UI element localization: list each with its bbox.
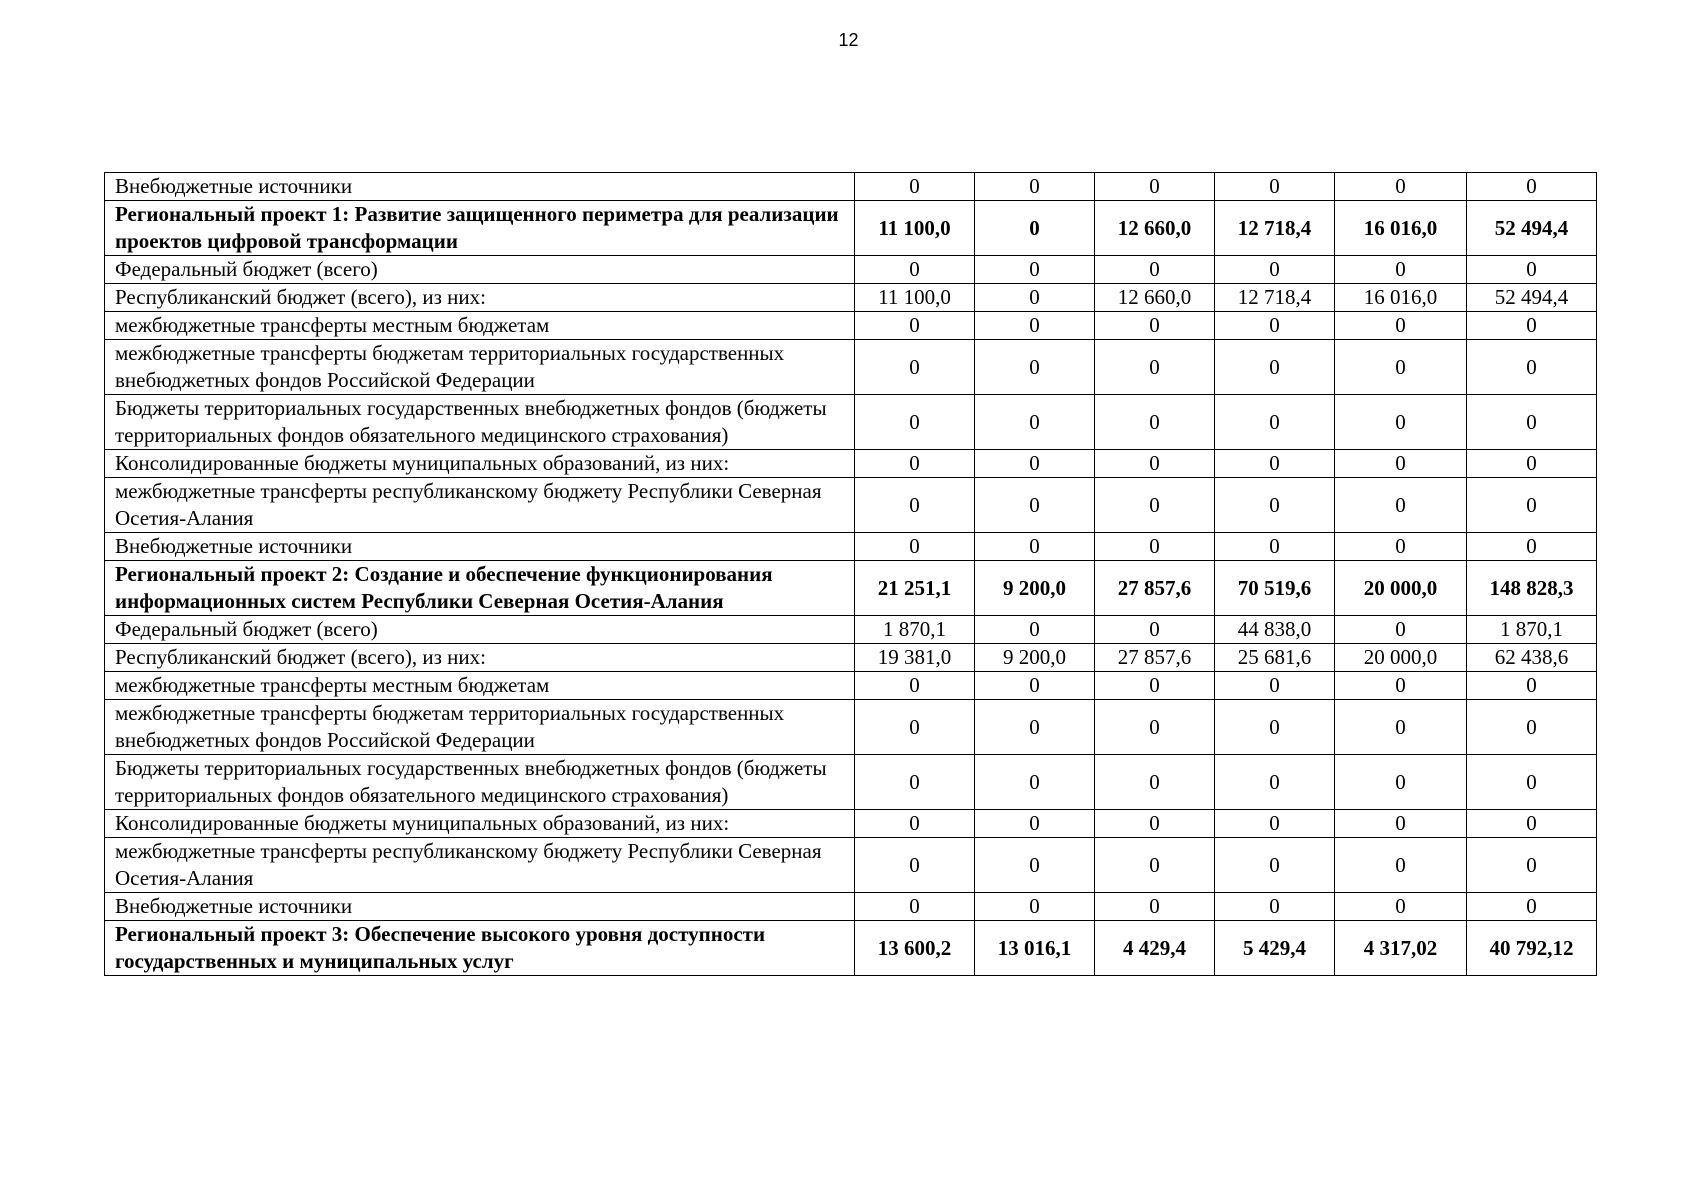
table-row bbox=[105, 755, 1597, 810]
value-cell: 0 bbox=[1095, 533, 1215, 561]
value-cell: 0 bbox=[975, 672, 1095, 700]
value-cell: 0 bbox=[1335, 810, 1467, 838]
value-cell: 0 bbox=[1215, 173, 1335, 201]
value-cell: 0 bbox=[1335, 478, 1467, 533]
value-cell: 0 bbox=[1215, 256, 1335, 284]
value-cell: 0 bbox=[1095, 755, 1215, 810]
table-row bbox=[105, 256, 1597, 284]
value-cell: 4 429,4 bbox=[1095, 921, 1215, 976]
value-cell: 0 bbox=[975, 450, 1095, 478]
value-cell: 0 bbox=[855, 755, 975, 810]
value-cell: 0 bbox=[1335, 755, 1467, 810]
project-row bbox=[105, 561, 1597, 616]
table-row bbox=[105, 616, 1597, 644]
value-cell: 1 870,1 bbox=[1467, 616, 1597, 644]
value-cell: 0 bbox=[855, 838, 975, 893]
value-cell: 4 317,02 bbox=[1335, 921, 1467, 976]
value-cell: 0 bbox=[1335, 173, 1467, 201]
row-label: Внебюджетные источники bbox=[105, 893, 855, 921]
row-label: Региональный проект 1: Развитие защищенного периметра для реализации проектов цифровой трансформации bbox=[105, 201, 855, 256]
table-row bbox=[105, 173, 1597, 201]
value-cell: 0 bbox=[1335, 616, 1467, 644]
value-cell: 0 bbox=[1095, 173, 1215, 201]
row-label: Региональный проект 2: Создание и обеспечение функционирования информационных систем Республики Северная Осетия-Алания bbox=[105, 561, 855, 616]
value-cell: 5 429,4 bbox=[1215, 921, 1335, 976]
row-label: межбюджетные трансферты бюджетам территориальных государственных внебюджетных фондов Российской Федерации bbox=[105, 700, 855, 755]
value-cell: 0 bbox=[1467, 533, 1597, 561]
value-cell: 20 000,0 bbox=[1335, 644, 1467, 672]
value-cell: 0 bbox=[1467, 700, 1597, 755]
value-cell: 0 bbox=[975, 312, 1095, 340]
row-label: Республиканский бюджет (всего), из них: bbox=[105, 644, 855, 672]
value-cell: 0 bbox=[1467, 755, 1597, 810]
value-cell: 13 016,1 bbox=[975, 921, 1095, 976]
value-cell: 0 bbox=[855, 533, 975, 561]
value-cell: 27 857,6 bbox=[1095, 561, 1215, 616]
value-cell: 0 bbox=[855, 256, 975, 284]
value-cell: 0 bbox=[855, 312, 975, 340]
value-cell: 0 bbox=[1215, 533, 1335, 561]
page-number: 12 bbox=[838, 30, 859, 50]
row-label: межбюджетные трансферты бюджетам территориальных государственных внебюджетных фондов Российской Федерации bbox=[105, 340, 855, 395]
value-cell: 12 660,0 bbox=[1095, 284, 1215, 312]
value-cell: 0 bbox=[1215, 893, 1335, 921]
value-cell: 0 bbox=[1215, 395, 1335, 450]
value-cell: 70 519,6 bbox=[1215, 561, 1335, 616]
value-cell: 0 bbox=[975, 173, 1095, 201]
value-cell: 0 bbox=[1335, 450, 1467, 478]
value-cell: 0 bbox=[1095, 700, 1215, 755]
value-cell: 0 bbox=[1335, 672, 1467, 700]
value-cell: 1 870,1 bbox=[855, 616, 975, 644]
table-row bbox=[105, 395, 1597, 450]
row-label: Федеральный бюджет (всего) bbox=[105, 616, 855, 644]
value-cell: 0 bbox=[1335, 395, 1467, 450]
value-cell: 0 bbox=[1467, 312, 1597, 340]
value-cell: 0 bbox=[975, 478, 1095, 533]
value-cell: 0 bbox=[1215, 312, 1335, 340]
row-label: Региональный проект 3: Обеспечение высокого уровня доступности государственных и муниципальных услуг bbox=[105, 921, 855, 976]
project-row bbox=[105, 921, 1597, 976]
value-cell: 148 828,3 bbox=[1467, 561, 1597, 616]
table-row bbox=[105, 284, 1597, 312]
row-label: Бюджеты территориальных государственных внебюджетных фондов (бюджеты территориальных фондов обязательного медицинского страхования) bbox=[105, 395, 855, 450]
value-cell: 0 bbox=[1467, 256, 1597, 284]
value-cell: 0 bbox=[1215, 450, 1335, 478]
row-label: Внебюджетные источники bbox=[105, 533, 855, 561]
value-cell: 16 016,0 bbox=[1335, 284, 1467, 312]
value-cell: 0 bbox=[1335, 893, 1467, 921]
value-cell: 11 100,0 bbox=[855, 284, 975, 312]
value-cell: 0 bbox=[1467, 478, 1597, 533]
value-cell: 0 bbox=[1215, 810, 1335, 838]
table-row bbox=[105, 672, 1597, 700]
value-cell: 11 100,0 bbox=[855, 201, 975, 256]
value-cell: 52 494,4 bbox=[1467, 201, 1597, 256]
value-cell: 0 bbox=[1095, 450, 1215, 478]
value-cell: 0 bbox=[1095, 478, 1215, 533]
value-cell: 12 718,4 bbox=[1215, 201, 1335, 256]
value-cell: 27 857,6 bbox=[1095, 644, 1215, 672]
value-cell: 21 251,1 bbox=[855, 561, 975, 616]
table-row bbox=[105, 450, 1597, 478]
value-cell: 0 bbox=[855, 478, 975, 533]
value-cell: 0 bbox=[1335, 312, 1467, 340]
value-cell: 0 bbox=[1215, 755, 1335, 810]
table-row bbox=[105, 838, 1597, 893]
value-cell: 0 bbox=[1467, 838, 1597, 893]
value-cell: 0 bbox=[1467, 450, 1597, 478]
value-cell: 0 bbox=[1467, 395, 1597, 450]
value-cell: 0 bbox=[855, 173, 975, 201]
value-cell: 19 381,0 bbox=[855, 644, 975, 672]
value-cell: 0 bbox=[1215, 838, 1335, 893]
value-cell: 0 bbox=[1215, 672, 1335, 700]
value-cell: 0 bbox=[975, 755, 1095, 810]
value-cell: 44 838,0 bbox=[1215, 616, 1335, 644]
budget-table bbox=[104, 172, 1597, 976]
row-label: Внебюджетные источники bbox=[105, 173, 855, 201]
value-cell: 12 718,4 bbox=[1215, 284, 1335, 312]
table-row bbox=[105, 893, 1597, 921]
value-cell: 0 bbox=[855, 810, 975, 838]
value-cell: 0 bbox=[975, 893, 1095, 921]
value-cell: 0 bbox=[1095, 810, 1215, 838]
value-cell: 52 494,4 bbox=[1467, 284, 1597, 312]
table-row bbox=[105, 312, 1597, 340]
value-cell: 0 bbox=[1467, 340, 1597, 395]
value-cell: 0 bbox=[975, 340, 1095, 395]
project-row bbox=[105, 201, 1597, 256]
value-cell: 0 bbox=[1467, 672, 1597, 700]
row-label: Республиканский бюджет (всего), из них: bbox=[105, 284, 855, 312]
value-cell: 16 016,0 bbox=[1335, 201, 1467, 256]
row-label: Федеральный бюджет (всего) bbox=[105, 256, 855, 284]
table-row bbox=[105, 700, 1597, 755]
value-cell: 0 bbox=[855, 395, 975, 450]
value-cell: 0 bbox=[975, 533, 1095, 561]
value-cell: 0 bbox=[1095, 893, 1215, 921]
value-cell: 0 bbox=[1095, 312, 1215, 340]
value-cell: 0 bbox=[975, 284, 1095, 312]
value-cell: 0 bbox=[855, 340, 975, 395]
row-label: Консолидированные бюджеты муниципальных образований, из них: bbox=[105, 810, 855, 838]
value-cell: 0 bbox=[1215, 478, 1335, 533]
value-cell: 62 438,6 bbox=[1467, 644, 1597, 672]
table-row bbox=[105, 810, 1597, 838]
value-cell: 0 bbox=[855, 700, 975, 755]
value-cell: 0 bbox=[1335, 256, 1467, 284]
value-cell: 0 bbox=[1095, 616, 1215, 644]
value-cell: 9 200,0 bbox=[975, 561, 1095, 616]
value-cell: 0 bbox=[975, 201, 1095, 256]
value-cell: 0 bbox=[1467, 893, 1597, 921]
value-cell: 0 bbox=[1095, 838, 1215, 893]
row-label: межбюджетные трансферты местным бюджетам bbox=[105, 312, 855, 340]
value-cell: 0 bbox=[1215, 700, 1335, 755]
value-cell: 0 bbox=[1215, 340, 1335, 395]
value-cell: 0 bbox=[1335, 533, 1467, 561]
value-cell: 12 660,0 bbox=[1095, 201, 1215, 256]
budget-table-body bbox=[105, 173, 1597, 976]
value-cell: 0 bbox=[1467, 173, 1597, 201]
value-cell: 0 bbox=[975, 838, 1095, 893]
row-label: межбюджетные трансферты республиканскому бюджету Республики Северная Осетия-Алания bbox=[105, 838, 855, 893]
table-row bbox=[105, 340, 1597, 395]
table-row bbox=[105, 533, 1597, 561]
value-cell: 0 bbox=[855, 450, 975, 478]
value-cell: 0 bbox=[1467, 810, 1597, 838]
value-cell: 13 600,2 bbox=[855, 921, 975, 976]
value-cell: 0 bbox=[975, 256, 1095, 284]
value-cell: 0 bbox=[855, 893, 975, 921]
value-cell: 0 bbox=[975, 395, 1095, 450]
table-row bbox=[105, 478, 1597, 533]
value-cell: 0 bbox=[975, 810, 1095, 838]
value-cell: 0 bbox=[1335, 340, 1467, 395]
value-cell: 9 200,0 bbox=[975, 644, 1095, 672]
value-cell: 0 bbox=[855, 672, 975, 700]
value-cell: 0 bbox=[1095, 340, 1215, 395]
value-cell: 0 bbox=[1095, 672, 1215, 700]
row-label: межбюджетные трансферты местным бюджетам bbox=[105, 672, 855, 700]
value-cell: 40 792,12 bbox=[1467, 921, 1597, 976]
row-label: Бюджеты территориальных государственных внебюджетных фондов (бюджеты территориальных фондов обязательного медицинского страхования) bbox=[105, 755, 855, 810]
row-label: межбюджетные трансферты республиканскому бюджету Республики Северная Осетия-Алания bbox=[105, 478, 855, 533]
value-cell: 0 bbox=[1095, 256, 1215, 284]
value-cell: 0 bbox=[975, 700, 1095, 755]
table-row bbox=[105, 644, 1597, 672]
value-cell: 0 bbox=[975, 616, 1095, 644]
value-cell: 0 bbox=[1335, 700, 1467, 755]
value-cell: 20 000,0 bbox=[1335, 561, 1467, 616]
value-cell: 0 bbox=[1095, 395, 1215, 450]
value-cell: 25 681,6 bbox=[1215, 644, 1335, 672]
value-cell: 0 bbox=[1335, 838, 1467, 893]
row-label: Консолидированные бюджеты муниципальных образований, из них: bbox=[105, 450, 855, 478]
